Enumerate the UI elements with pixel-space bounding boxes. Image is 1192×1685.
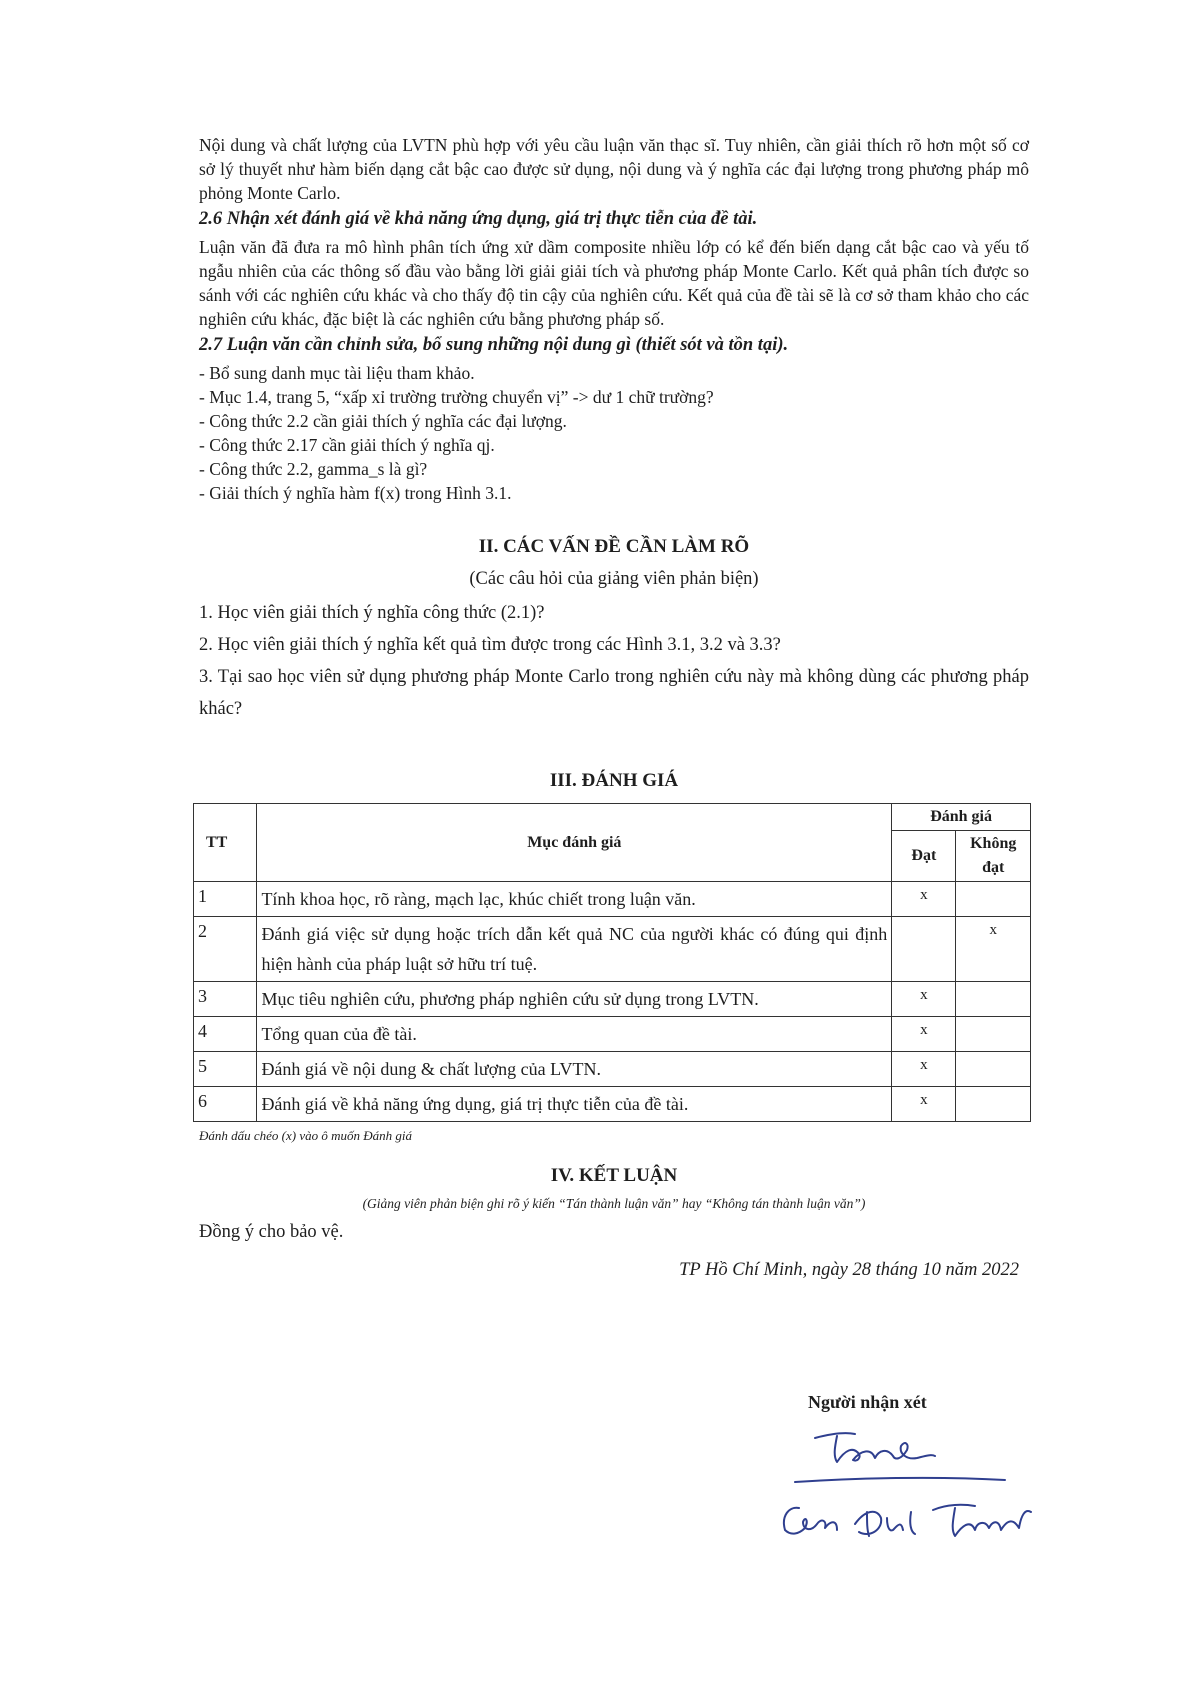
section-ii-subtitle: (Các câu hỏi của giảng viên phản biện) (469, 569, 759, 589)
list-item: - Mục 1.4, trang 5, “xấp xỉ trường trường chuyển vị” -> dư 1 chữ trường? (199, 387, 714, 407)
document-body (199, 133, 1029, 1288)
row-dat-mark: x (892, 882, 956, 917)
header-item: Mục đánh giá (257, 804, 892, 882)
header-group: Đánh giá (892, 804, 1031, 831)
row-number: 6 (194, 1087, 257, 1122)
row-number: 3 (194, 982, 257, 1017)
table-row (194, 1017, 1031, 1052)
row-dat-mark: x (892, 1087, 956, 1122)
question-item: 2. Học viên giải thích ý nghĩa kết quả tìm được trong các Hình 3.1, 3.2 và 3.3? (199, 635, 781, 655)
table-row (194, 982, 1031, 1017)
row-khong-dat-mark (956, 1052, 1031, 1087)
table-row (194, 1052, 1031, 1087)
row-dat-mark: x (892, 982, 956, 1017)
signing-date: TP Hồ Chí Minh, ngày 28 tháng 10 năm 2022 (679, 1260, 1019, 1280)
handwritten-signature (775, 1420, 1045, 1550)
heading-2-7: 2.7 Luận văn cần chỉnh sửa, bổ sung những nội dung gì (thiết sót và tồn tại). (199, 335, 789, 355)
row-number: 1 (194, 882, 257, 917)
header-tt: TT (194, 804, 257, 882)
evaluation-table (193, 803, 1031, 1122)
row-khong-dat-mark (956, 982, 1031, 1017)
reviewer-label: Người nhận xét (808, 1392, 927, 1412)
row-number: 5 (194, 1052, 257, 1087)
section-2-5-paragraph: Nội dung và chất lượng của LVTN phù hợp với yêu cầu luận văn thạc sĩ. Tuy nhiên, cần giải thích rõ hơn một số cơ sở lý thuyết như hàm biến dạng cắt bậc cao được sử dụng, nội dung và ý nghĩa các đại lượng trong phương pháp mô phỏng Monte Carlo. (199, 135, 1029, 203)
section-iv-note: (Giảng viên phản biện ghi rõ ý kiến “Tán thành luận văn” hay “Không tán thành luận văn”) (362, 1196, 866, 1211)
list-item: - Công thức 2.17 cần giải thích ý nghĩa qj. (199, 435, 495, 455)
row-khong-dat-mark (956, 882, 1031, 917)
table-row (194, 917, 1031, 982)
row-number: 2 (194, 917, 257, 982)
question-item: 1. Học viên giải thích ý nghĩa công thức (2.1)? (199, 603, 545, 623)
table-row (194, 882, 1031, 917)
revision-list (199, 361, 1029, 505)
row-dat-mark: x (892, 1052, 956, 1087)
question-item: 3. Tại sao học viên sử dụng phương pháp Monte Carlo trong nghiên cứu này mà không dùng các phương pháp khác? (199, 667, 1029, 719)
row-criterion: Tổng quan của đề tài. (257, 1017, 892, 1052)
row-criterion: Đánh giá về khả năng ứng dụng, giá trị thực tiễn của đề tài. (257, 1087, 892, 1122)
heading-2-6: 2.6 Nhận xét đánh giá về khả năng ứng dụng, giá trị thực tiễn của đề tài. (199, 209, 758, 229)
row-criterion: Đánh giá việc sử dụng hoặc trích dẫn kết quả NC của người khác có đúng qui định hiện hành của pháp luật sở hữu trí tuệ. (257, 917, 892, 982)
section-iv-title: IV. KẾT LUẬN (550, 1165, 678, 1186)
section-iii-title: III. ĐÁNH GIÁ (549, 770, 679, 791)
row-khong-dat-mark: x (956, 917, 1031, 982)
row-dat-mark: x (892, 1017, 956, 1052)
row-criterion: Mục tiêu nghiên cứu, phương pháp nghiên cứu sử dụng trong LVTN. (257, 982, 892, 1017)
list-item: - Công thức 2.2 cần giải thích ý nghĩa các đại lượng. (199, 411, 567, 431)
section-2-6-paragraph: Luận văn đã đưa ra mô hình phân tích ứng xử dầm composite nhiều lớp có kể đến biến dạng cắt bậc cao và yếu tố ngẫu nhiên của các thông số đầu vào bằng lời giải giải tích và phương pháp Monte Carlo. Kết quả phân tích được so sánh với các nghiên cứu khác và cho thấy độ tin cậy của nghiên cứu. Kết quả của đề tài sẽ là cơ sở tham khảo cho các nghiên cứu khác, đặc biệt là các nghiên cứu bằng phương pháp số. (199, 237, 1029, 329)
row-khong-dat-mark (956, 1087, 1031, 1122)
list-item: - Bổ sung danh mục tài liệu tham khảo. (199, 363, 475, 383)
row-criterion: Đánh giá về nội dung & chất lượng của LVTN. (257, 1052, 892, 1087)
table-row (194, 1087, 1031, 1122)
row-number: 4 (194, 1017, 257, 1052)
row-criterion: Tính khoa học, rõ ràng, mạch lạc, khúc chiết trong luận văn. (257, 882, 892, 917)
list-item: - Giải thích ý nghĩa hàm f(x) trong Hình 3.1. (199, 483, 512, 503)
conclusion-text: Đồng ý cho bảo vệ. (199, 1222, 344, 1242)
list-item: - Công thức 2.2, gamma_s là gì? (199, 459, 428, 479)
section-ii-title: II. CÁC VẤN ĐỀ CẦN LÀM RÕ (478, 536, 750, 557)
table-note: Đánh dấu chéo (x) vào ô muốn Đánh giá (199, 1128, 413, 1143)
row-dat-mark (892, 917, 956, 982)
header-khong-dat: Không đạt (956, 831, 1031, 882)
header-dat: Đạt (892, 831, 956, 882)
row-khong-dat-mark (956, 1017, 1031, 1052)
